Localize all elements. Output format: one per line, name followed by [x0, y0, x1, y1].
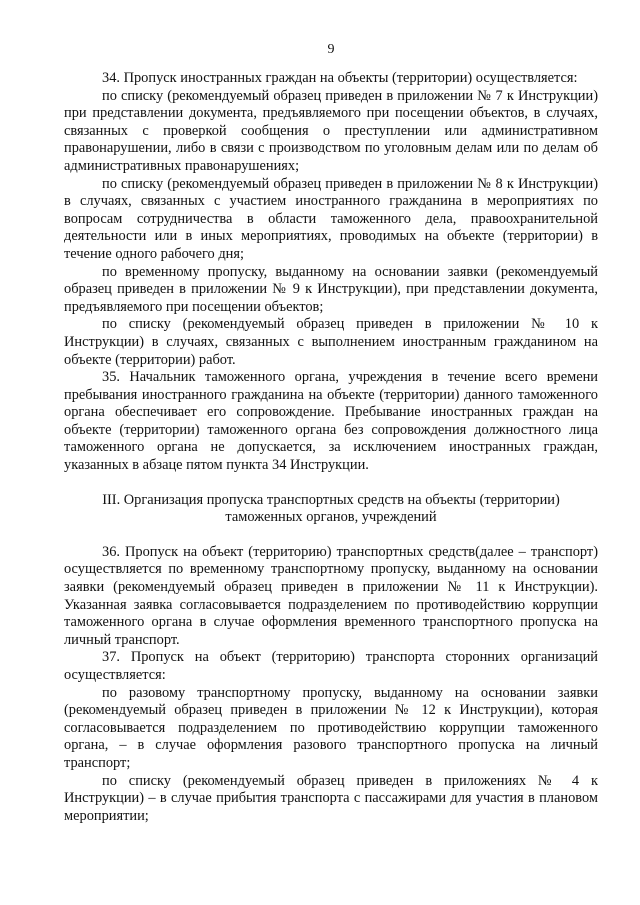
page-number: 9	[327, 42, 335, 57]
section-heading-line: III. Организация пропуска транспортных средств на объекты (территории)	[102, 491, 560, 508]
section-heading	[64, 492, 598, 527]
paragraph-34-list-item: по списку (рекомендуемый образец приведен в приложении № 8 к Инструкции) в случаях, связанных с участием иностранного гражданина в мероприятиях по вопросам сотрудничества в области таможенного дела, правоохранительной деятельности или в иных мероприятиях, проводимых на объекте (территории) в течение одного рабочего дня;	[64, 175, 598, 262]
section-heading-line: таможенных органов, учреждений	[225, 509, 437, 526]
paragraph-37-intro: 37. Пропуск на объект (территорию) транспорта сторонних организаций осуществляется:	[64, 649, 598, 683]
paragraph-34-list-item: по временному пропуску, выданному на основании заявки (рекомендуемый образец приведен в приложении № 9 к Инструкции), при представлении документа, предъявляемого при посещении объектов;	[64, 263, 598, 315]
paragraph-34-list-item: по списку (рекомендуемый образец приведен в приложении № 7 к Инструкции) при представлении документа, предъявляемого при посещении объектов, в случаях, связанных с проверкой сообщения о преступлении или административном правонарушении, либо в связи с производством по уголовным делам или по делам об административных правонарушениях;	[64, 87, 598, 174]
paragraph-34-intro: 34. Пропуск иностранных граждан на объекты (территории) осуществляется:	[102, 70, 578, 86]
paragraph-35: 35. Начальник таможенного органа, учреждения в течение всего времени пребывания иностранного гражданина на объекте (территории) данного таможенного органа обеспечивает его сопровождение. Пребывание иностранных граждан на объекте (территории) таможенного органа без сопровождения должностного лица таможенного органа не допускается, за исключением иностранных граждан, указанных в абзаце пятом пункта 34 Инструкции.	[64, 369, 598, 474]
paragraph-37-list-item: по списку (рекомендуемый образец приведен в приложениях № 4 к Инструкции) – в случае прибытия транспорта с пассажирами для участия в плановом мероприятии;	[64, 772, 598, 824]
paragraph-36: 36. Пропуск на объект (территорию) транспортных средств(далее – транспорт) осуществляется по временному транспортному пропуску, выданному на основании заявки (рекомендуемый образец приведен в приложении № 11 к Инструкции). Указанная заявка согласовывается подразделением по противодействию коррупции таможенного органа в случае оформления временного транспортного пропуска на личный транспорт.	[64, 543, 598, 648]
paragraph-37-list-item: по разовому транспортному пропуску, выданному на основании заявки (рекомендуемый образец приведен в приложении № 12 к Инструкции), которая согласовывается подразделением по противодействию коррупции таможенного органа, – в случае оформления разового транспортного пропуска на личный транспорт;	[64, 684, 598, 771]
paragraph-34-list-item: по списку (рекомендуемый образец приведен в приложении № 10 к Инструкции) в случаях, связанных с выполнением иностранным гражданином на объекте (территории) работ.	[64, 316, 598, 368]
